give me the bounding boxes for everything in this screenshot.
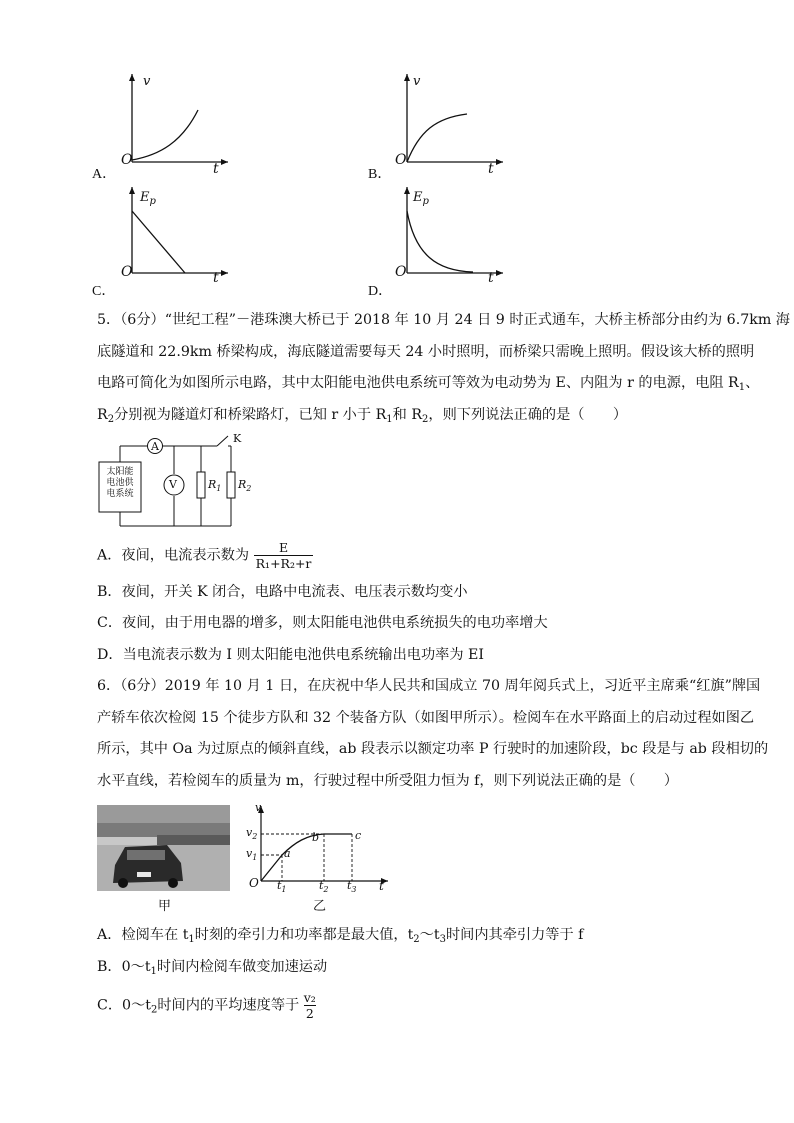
voltmeter-label: V bbox=[169, 478, 177, 491]
vt-point-a: a bbox=[284, 847, 291, 860]
q6-option-b: B．$0\sim t_1$时间内检阅车做变加速运动 bbox=[97, 959, 328, 977]
graph-b-origin: O bbox=[395, 152, 407, 168]
graph-c-ylabel: $E_p$ bbox=[140, 190, 156, 207]
q5-stem-line-2: 底隧道和 22.9km 桥梁构成，海底隧道需要每天 24 小时照明，而桥梁只需晚上照明。假设该大桥的照明 bbox=[97, 344, 755, 360]
vt-v2-label: $v_2$ bbox=[246, 826, 258, 841]
q6-stem-line-3: 所示，其中 Oa 为过原点的倾斜直线，ab 段表示以额定功率 P 行驶时的加速阶段，bc 段是与 ab 段相切的 bbox=[97, 741, 769, 757]
vt-t3-label: $t_3$ bbox=[347, 879, 357, 894]
q6-option-c: C．$0\sim t_2$时间内的平均速度等于 $\frac{\text{v₂}}{2}$ bbox=[97, 990, 316, 1021]
graph-a-xlabel: t bbox=[213, 161, 219, 177]
q5-option-c: C．夜间，由于用电器的增多，则太阳能电池供电系统损失的电功率增大 bbox=[97, 615, 548, 631]
caption-yi: 乙 bbox=[313, 899, 327, 914]
q6-stem-line-1: 6．（6分）2019 年 10 月 1 日，在庆祝中华人民共和国成立 70 周年阅兵式上，习近平主席乘“红旗”牌国 bbox=[97, 678, 761, 694]
graph-d-origin: O bbox=[395, 264, 407, 280]
vt-t2-label: $t_2$ bbox=[319, 879, 329, 894]
parade-car-photo bbox=[97, 805, 230, 891]
q5-option-b: B．夜间，开关 K 闭合，电路中电流表、电压表示数均变小 bbox=[97, 584, 468, 600]
vt-t1-label: $t_1$ bbox=[277, 879, 287, 894]
vt-point-b: b bbox=[312, 831, 320, 844]
graph-c-xlabel: t bbox=[213, 270, 219, 286]
vt-xlabel: t bbox=[379, 879, 384, 893]
q5-stem-line-1: 5．（6分）“世纪工程”－港珠澳大桥已于 2018 年 10 月 24 日 9 时正式通车，大桥主桥部分由约为 6.7km 海 bbox=[97, 312, 790, 328]
graph-a-ylabel: v bbox=[143, 74, 151, 89]
vt-point-c: c bbox=[355, 829, 362, 842]
q6-option-a: A．检阅车在 $t_1$时刻的牵引力和功率都是最大值，$t_2\sim t_3$时间内其牵引力等于 f bbox=[97, 927, 584, 945]
parade-car-illustration bbox=[97, 805, 230, 891]
graph-c-origin: O bbox=[121, 264, 133, 280]
solar-source-label: 太阳能 电池供 电系统 bbox=[106, 467, 134, 499]
graph-d-ylabel: $E_p$ bbox=[413, 190, 429, 207]
q5-stem-line-4: $R_2$分别视为隧道灯和桥梁路灯，已知 r 小于 $R_1$和 $R_2$，则下列说法正确的是（ ） bbox=[97, 407, 628, 425]
option-c-letter: C． bbox=[92, 284, 116, 299]
q5-option-d: D．当电流表示数为 I 则太阳能电池供电系统输出电功率为 EI bbox=[97, 647, 484, 663]
q5-option-a-fraction: $\frac{E}{\text{R₁+R₂+r}}$ bbox=[255, 540, 312, 571]
vt-origin: O bbox=[249, 876, 259, 890]
r1-label: $R_1$ bbox=[208, 478, 222, 493]
r2-label: $R_2$ bbox=[238, 478, 252, 493]
option-d-letter: D． bbox=[368, 284, 393, 299]
graph-d-xlabel: t bbox=[488, 270, 494, 286]
q6-stem-line-2: 产轿车依次检阅 15 个徒步方队和 32 个装备方队（如图甲所示）。检阅车在水平路面上的启动过程如图乙 bbox=[97, 710, 755, 726]
option-a-letter: A． bbox=[92, 167, 117, 182]
q5-stem-line-3: 电路可简化为如图所示电路，其中太阳能电池供电系统可等效为电动势为 E、内阻为 r 的电源，电阻 $R_1$、 bbox=[97, 375, 760, 393]
q5-option-a: A．夜间，电流表示数为 $\frac{E}{\text{R₁+R₂+r}}$ bbox=[97, 540, 312, 571]
option-b-letter: B． bbox=[368, 167, 392, 182]
vt-v1-label: $v_1$ bbox=[246, 847, 258, 862]
graph-b-ylabel: v bbox=[413, 74, 421, 89]
q6-stem-line-4: 水平直线，若检阅车的质量为 m，行驶过程中所受阻力恒为 f，则下列说法正确的是（ ） bbox=[97, 773, 679, 789]
switch-label: K bbox=[233, 432, 242, 445]
vt-ylabel: v bbox=[255, 801, 262, 814]
ammeter-label: A bbox=[151, 440, 159, 453]
q6-option-c-fraction: $\frac{\text{v₂}}{2}$ bbox=[303, 990, 316, 1021]
graph-b-xlabel: t bbox=[488, 161, 494, 177]
caption-jia: 甲 bbox=[158, 899, 172, 914]
graph-a-origin: O bbox=[121, 152, 133, 168]
